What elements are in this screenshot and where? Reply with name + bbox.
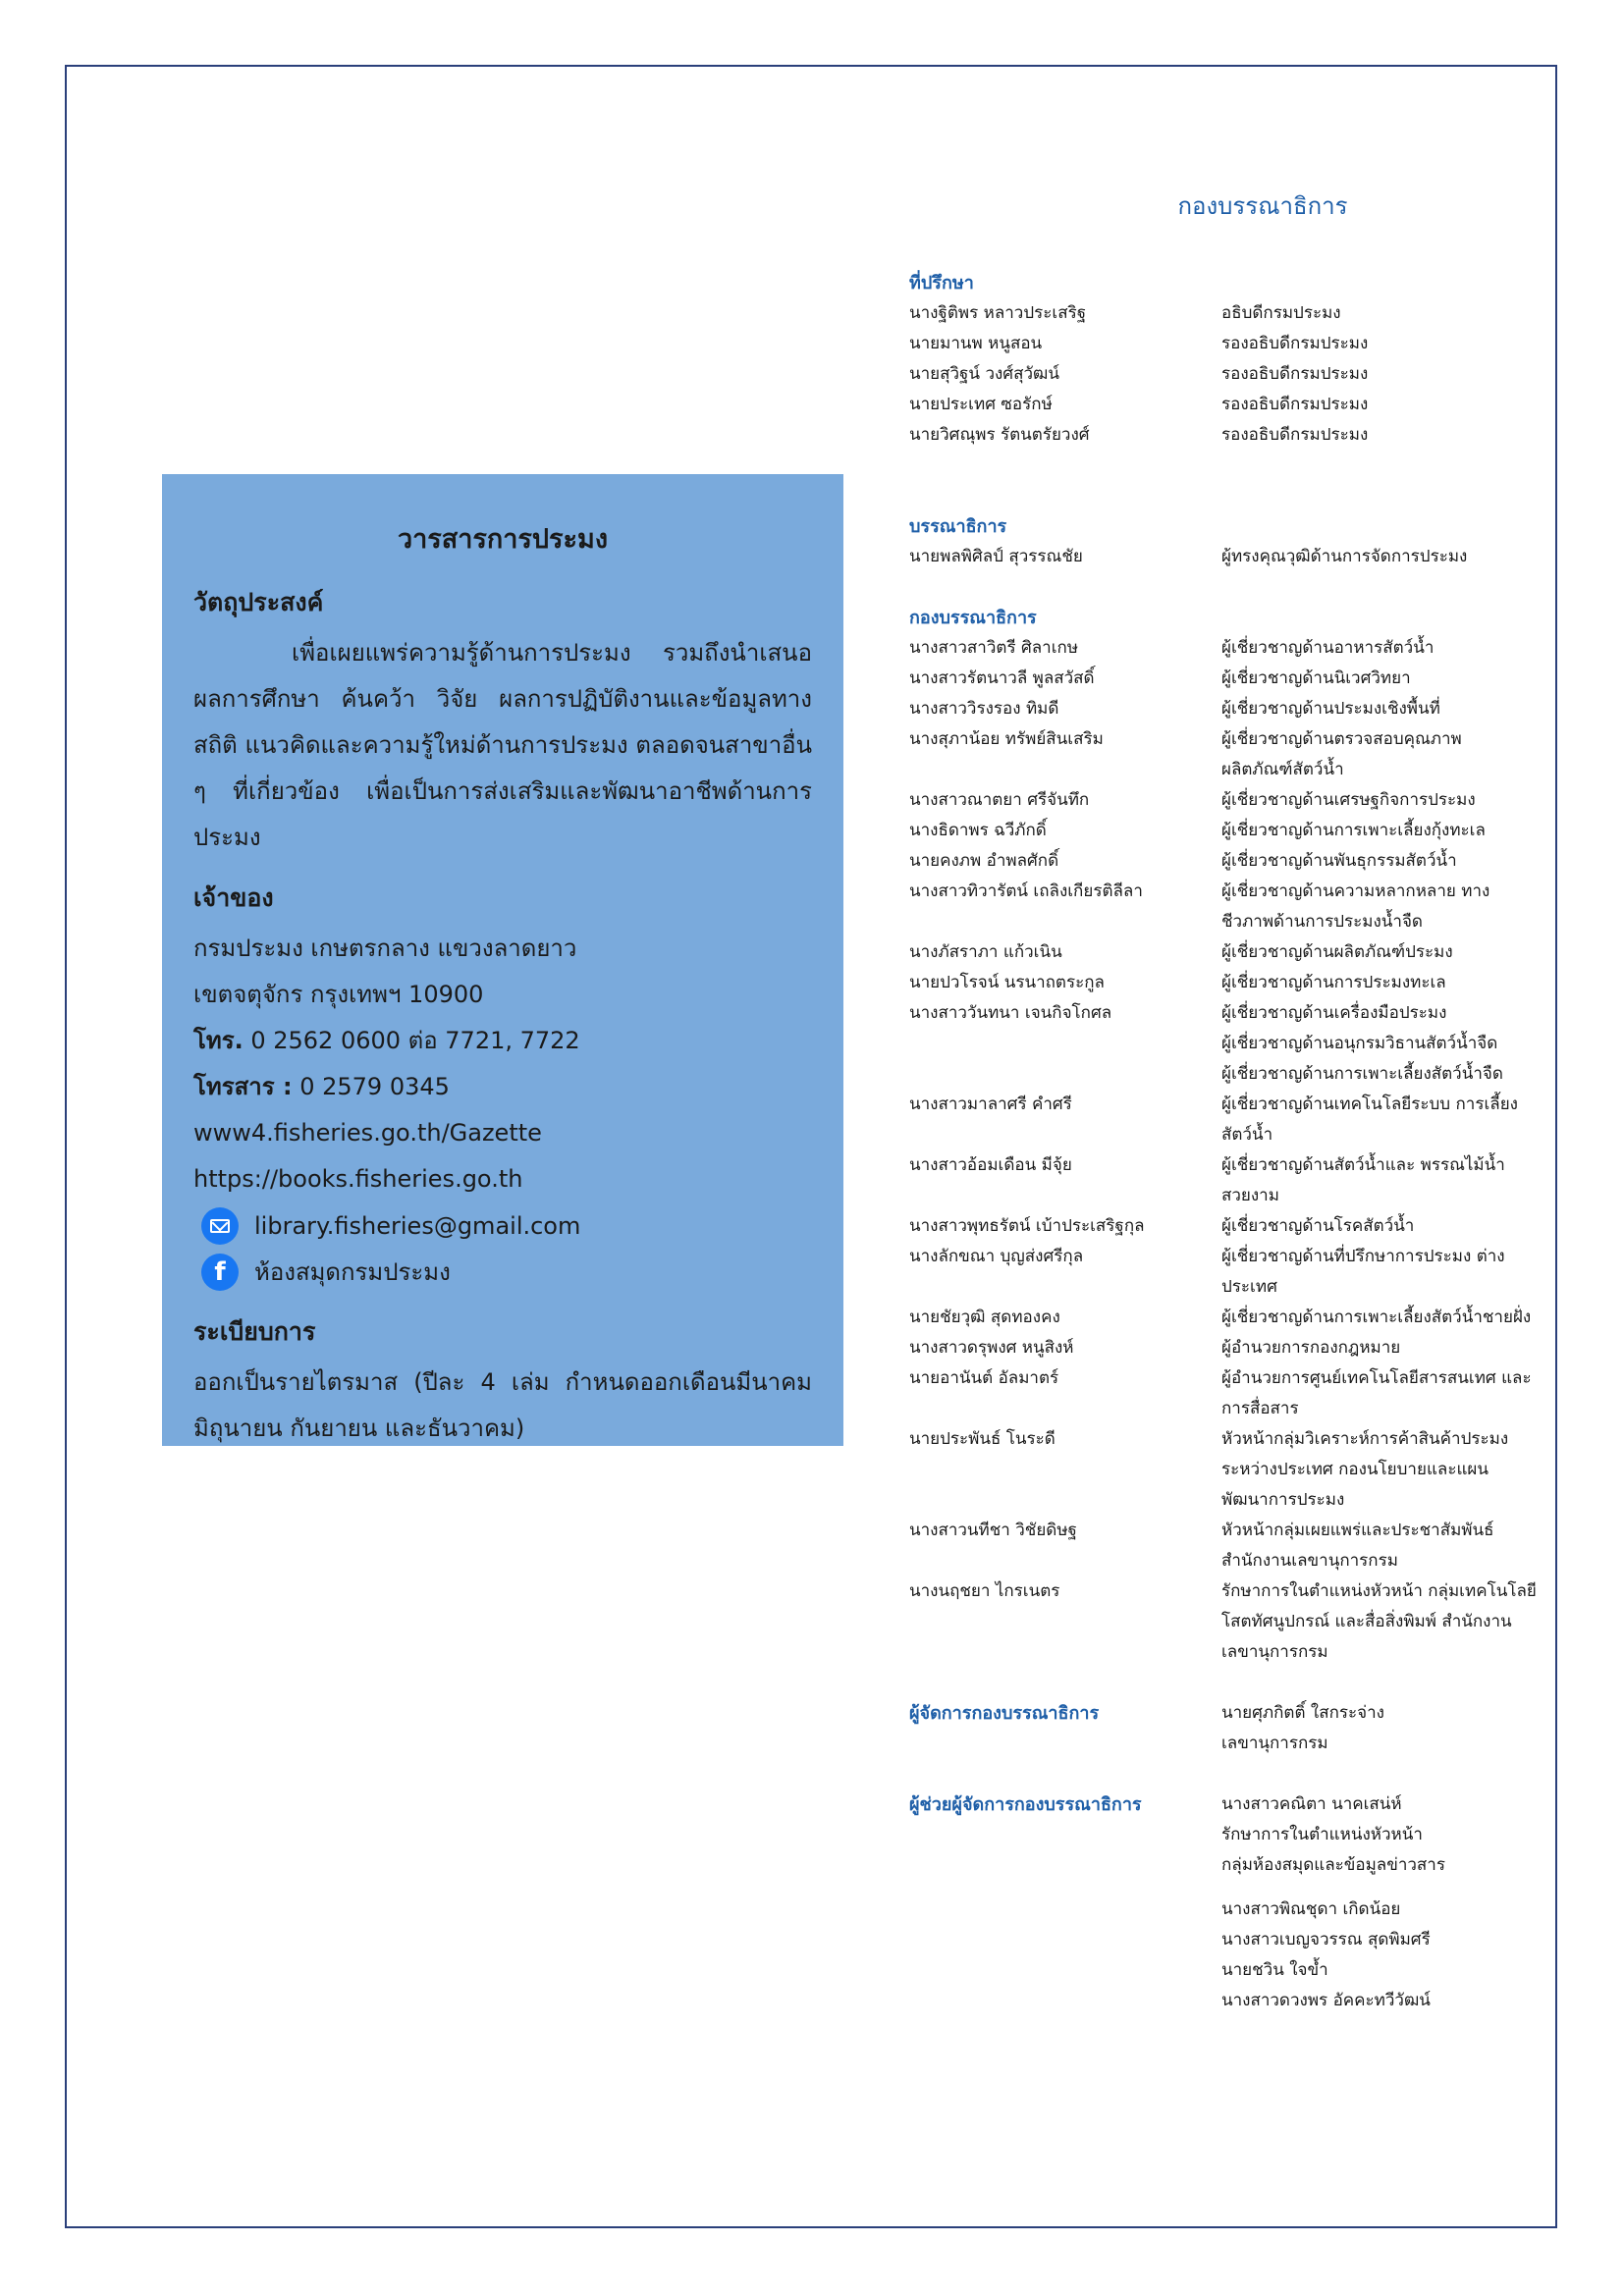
member-row (909, 1150, 1538, 1211)
member-role: ผู้เชี่ยวชาญด้านการประมงทะเล (1221, 973, 1446, 992)
journal-title: วารสารการประมง (397, 524, 609, 555)
manager-details (1221, 1698, 1538, 1759)
member-row (909, 1424, 1538, 1516)
member-row (909, 1242, 1538, 1303)
manager-section (909, 1698, 1538, 1759)
member-role: ผู้เชี่ยวชาญด้านตรวจสอบคุณภาพ ผลิตภัณฑ์สัตว์น้ำ (1221, 729, 1462, 779)
member-role: รองอธิบดีกรมประมง (1221, 334, 1369, 353)
member-row (909, 329, 1538, 359)
member-name: นายคงภพ อำพลศักดิ์ (909, 851, 1059, 871)
member-row (909, 785, 1538, 816)
detail-line: นางสาวพิณชุดา เกิดน้อย (1221, 1899, 1401, 1919)
member-role: อธิบดีกรมประมง (1221, 303, 1341, 323)
member-row (909, 1029, 1538, 1059)
member-role: ผู้อำนวยการศูนย์เทคโนโลยีสารสนเทศ และการสื่อสาร (1221, 1368, 1532, 1418)
email-contact[interactable] (193, 1202, 812, 1249)
member-role: ผู้เชี่ยวชาญด้านที่ปรึกษาการประมง ต่างประเทศ (1221, 1247, 1505, 1297)
phone-line (193, 1018, 812, 1064)
website-link-1[interactable]: www4.fisheries.go.th/Gazette (193, 1119, 542, 1147)
website-link-2[interactable]: https://books.fisheries.go.th (193, 1165, 523, 1193)
member-row (909, 420, 1538, 451)
member-role: ผู้เชี่ยวชาญด้านเทคโนโลยีระบบ การเลี้ยงสัตว์น้ำ (1221, 1095, 1518, 1145)
member-row (909, 1333, 1538, 1363)
fax-line (193, 1064, 812, 1110)
member-role: ผู้เชี่ยวชาญด้านเศรษฐกิจการประมง (1221, 790, 1476, 810)
member-name: นางสาวสาวิตรี ศิลาเกษ (909, 638, 1079, 658)
detail-line: นางสาวเบญจวรรณ สุดพิมศรี (1221, 1930, 1431, 1949)
member-role: รองอธิบดีกรมประมง (1221, 395, 1369, 414)
member-row (909, 1576, 1538, 1668)
member-name: นางภัสราภา แก้วเนิน (909, 942, 1062, 962)
member-row (909, 724, 1538, 785)
member-name: นางสาวทิวารัตน์ เถลิงเกียรติลีลา (909, 881, 1143, 901)
staff-list (1221, 1895, 1538, 2016)
member-row (909, 816, 1538, 846)
phone-label: โทร. (193, 1027, 244, 1054)
facebook-contact[interactable] (193, 1249, 812, 1295)
schedule-heading: ระเบียบการ (193, 1317, 316, 1346)
editor-heading: บรรณาธิการ (909, 516, 1007, 537)
member-role: ผู้เชี่ยวชาญด้านอนุกรมวิธานสัตว์น้ำจืด (1221, 1034, 1498, 1053)
member-name: นางนฤชยา ไกรเนตร (909, 1581, 1060, 1601)
member-role: ผู้เชี่ยวชาญด้านการเพาะเลี้ยงสัตว์น้ำชายฝั่ง (1221, 1308, 1532, 1327)
advisors-heading: ที่ปรึกษา (909, 273, 974, 294)
detail-line: นายศุภกิตติ์ ใสกระจ่าง (1221, 1703, 1384, 1723)
advisors-list (909, 298, 1538, 451)
member-name (909, 1029, 1221, 1059)
member-row (909, 1363, 1538, 1424)
owner-address-1: กรมประมง เกษตรกลาง แขวงลาดยาว (193, 934, 577, 962)
member-row (909, 998, 1538, 1029)
member-name: นางลักขณา บุญส่งศรีกุล (909, 1247, 1084, 1266)
member-role: ผู้เชี่ยวชาญด้านสัตว์น้ำและ พรรณไม้น้ำสวยงาม (1221, 1155, 1505, 1205)
member-role: ผู้เชี่ยวชาญด้านเครื่องมือประมง (1221, 1003, 1447, 1023)
member-role: ผู้เชี่ยวชาญด้านการเพาะเลี้ยงสัตว์น้ำจืด (1221, 1064, 1503, 1084)
detail-line: นายชวิน ใจข้ำ (1221, 1960, 1328, 1980)
member-row (909, 1059, 1538, 1090)
member-name: นางสาววันทนา เจนกิจโกศล (909, 1003, 1112, 1023)
member-row (909, 1516, 1538, 1576)
member-name: นางสาวมาลาศรี คำศรี (909, 1095, 1072, 1114)
detail-line: นางสาวดวงพร อัคคะทวีวัฒน์ (1221, 1991, 1431, 2010)
fax-label: โทรสาร : (193, 1073, 293, 1100)
member-role: ผู้เชี่ยวชาญด้านการเพาะเลี้ยงกุ้งทะเล (1221, 821, 1486, 840)
email-address: library.fisheries@gmail.com (254, 1211, 581, 1240)
member-role: ผู้เชี่ยวชาญด้านผลิตภัณฑ์ประมง (1221, 942, 1453, 962)
member-role: รักษาการในตำแหน่งหัวหน้า กลุ่มเทคโนโลยีโสตทัศนูปกรณ์ และสื่อสิ่งพิมพ์ สำนักงานเลขานุการกรม (1221, 1581, 1537, 1662)
editorial-board (909, 187, 1538, 2016)
member-row (909, 390, 1538, 420)
member-role: ผู้อำนวยการกองกฎหมาย (1221, 1338, 1401, 1358)
member-name: นางสาวณาตยา ศรีจันทึก (909, 790, 1090, 810)
member-name: นางสาวพุทธรัตน์ เบ้าประเสริฐกุล (909, 1216, 1145, 1236)
objective-heading: วัตถุประสงค์ (193, 588, 324, 616)
detail-line: กลุ่มห้องสมุดและข้อมูลข่าวสาร (1221, 1855, 1445, 1875)
member-name: นายประเทศ ซอรักษ์ (909, 395, 1053, 414)
member-name: นายวิศณุพร รัตนตรัยวงศ์ (909, 425, 1090, 445)
member-row (909, 877, 1538, 937)
member-row (909, 968, 1538, 998)
facebook-page: ห้องสมุดกรมประมง (254, 1258, 451, 1286)
objective-text: เพื่อเผยแพร่ความรู้ด้านการประมง รวมถึงนำเสนอผลการศึกษา ค้นคว้า วิจัย ผลการปฏิบัติงานและข้อมูลทางสถิติ แนวคิดและความรู้ใหม่ด้านการประมง ตลอดจนสาขาอื่น ๆ ที่เกี่ยวข้อง เพื่อเป็นการส่งเสริมและพัฒนาอาชีพด้านการประมง (193, 639, 812, 851)
member-name: นางสาววิรงรอง ทิมดี (909, 699, 1059, 719)
member-row (909, 633, 1538, 664)
member-role: หัวหน้ากลุ่มวิเคราะห์การค้าสินค้าประมง ระหว่างประเทศ กองนโยบายและแผนพัฒนาการประมง (1221, 1429, 1509, 1510)
member-role: หัวหน้ากลุ่มเผยแพร่และประชาสัมพันธ์ สำนักงานเลขานุการกรม (1221, 1521, 1494, 1571)
member-row (909, 846, 1538, 877)
member-role: ผู้เชี่ยวชาญด้านนิเวศวิทยา (1221, 668, 1411, 688)
member-name: นายพลพิศิลป์ สุวรรณชัย (909, 547, 1083, 566)
member-name: นายปวโรจน์ นรนาถตระกูล (909, 973, 1105, 992)
member-name: นางสุภาน้อย ทรัพย์สินเสริม (909, 729, 1104, 749)
member-name: นางสาวนทีชา วิชัยดิษฐ (909, 1521, 1077, 1540)
member-name: นายประพันธ์ โนระดี (909, 1429, 1056, 1449)
editorial-heading: กองบรรณาธิการ (909, 608, 1037, 628)
member-row (909, 1090, 1538, 1150)
member-row (909, 664, 1538, 694)
member-row (909, 1211, 1538, 1242)
member-role: ผู้เชี่ยวชาญด้านความหลากหลาย ทางชีวภาพด้านการประมงน้ำจืด (1221, 881, 1490, 932)
member-name: นางสาวรัตนาวลี พูลสวัสดิ์ (909, 668, 1095, 688)
assistant-heading: ผู้ช่วยผู้จัดการกองบรรณาธิการ (909, 1794, 1142, 1815)
member-name: นางสาวดรุพงศ หนูสิงห์ (909, 1338, 1074, 1358)
member-role: ผู้เชี่ยวชาญด้านพันธุกรรมสัตว์น้ำ (1221, 851, 1457, 871)
member-row (909, 359, 1538, 390)
member-row (909, 937, 1538, 968)
member-role: รองอธิบดีกรมประมง (1221, 364, 1369, 384)
facebook-icon: f (201, 1254, 239, 1291)
member-name: นายมานพ หนูสอน (909, 334, 1043, 353)
journal-info-box (162, 474, 843, 1446)
member-row (909, 1303, 1538, 1333)
member-role: ผู้เชี่ยวชาญด้านโรคสัตว์น้ำ (1221, 1216, 1415, 1236)
detail-line: เลขานุการกรม (1221, 1734, 1328, 1753)
owner-heading: เจ้าของ (193, 883, 274, 912)
member-row (909, 694, 1538, 724)
fax-value: 0 2579 0345 (292, 1073, 450, 1100)
member-role: ผู้เชี่ยวชาญด้านอาหารสัตว์น้ำ (1221, 638, 1435, 658)
member-row (909, 298, 1538, 329)
member-name: นายชัยวุฒิ สุดทองคง (909, 1308, 1060, 1327)
detail-line: รักษาการในตำแหน่งหัวหน้า (1221, 1825, 1423, 1844)
member-name: นางธิดาพร ฉวีภักดิ์ (909, 821, 1047, 840)
owner-address-2: เขตจตุจักร กรุงเทพฯ 10900 (193, 981, 484, 1008)
assistant-section (909, 1789, 1538, 1881)
board-title: กองบรรณาธิการ (1177, 192, 1348, 220)
member-row (909, 542, 1538, 572)
email-icon (201, 1207, 239, 1245)
member-name: นางสาวอ้อมเดือน มีจุ้ย (909, 1155, 1072, 1175)
editorial-list (909, 633, 1538, 1668)
member-role: รองอธิบดีกรมประมง (1221, 425, 1369, 445)
member-name: นางฐิติพร หลาวประเสริฐ (909, 303, 1087, 323)
member-name: นายอานันต์ อัลมาตร์ (909, 1368, 1059, 1388)
manager-heading: ผู้จัดการกองบรรณาธิการ (909, 1703, 1100, 1724)
detail-line: นางสาวคณิตา นาคเสน่ห์ (1221, 1794, 1402, 1814)
member-name (909, 1059, 1221, 1090)
member-name: นายสุวิฐน์ วงศ์สุวัฒน์ (909, 364, 1059, 384)
editor-list (909, 542, 1538, 572)
assistant-details (1221, 1789, 1538, 1881)
member-role: ผู้ทรงคุณวุฒิด้านการจัดการประมง (1221, 547, 1468, 566)
staff-section (909, 1895, 1538, 2016)
phone-value: 0 2562 0600 ต่อ 7721, 7722 (243, 1027, 580, 1054)
schedule-text: ออกเป็นรายไตรมาส (ปีละ 4 เล่ม กำหนดออกเดือนมีนาคม มิถุนายน กันยายน และธันวาคม) (193, 1368, 812, 1442)
member-role: ผู้เชี่ยวชาญด้านประมงเชิงพื้นที่ (1221, 699, 1440, 719)
